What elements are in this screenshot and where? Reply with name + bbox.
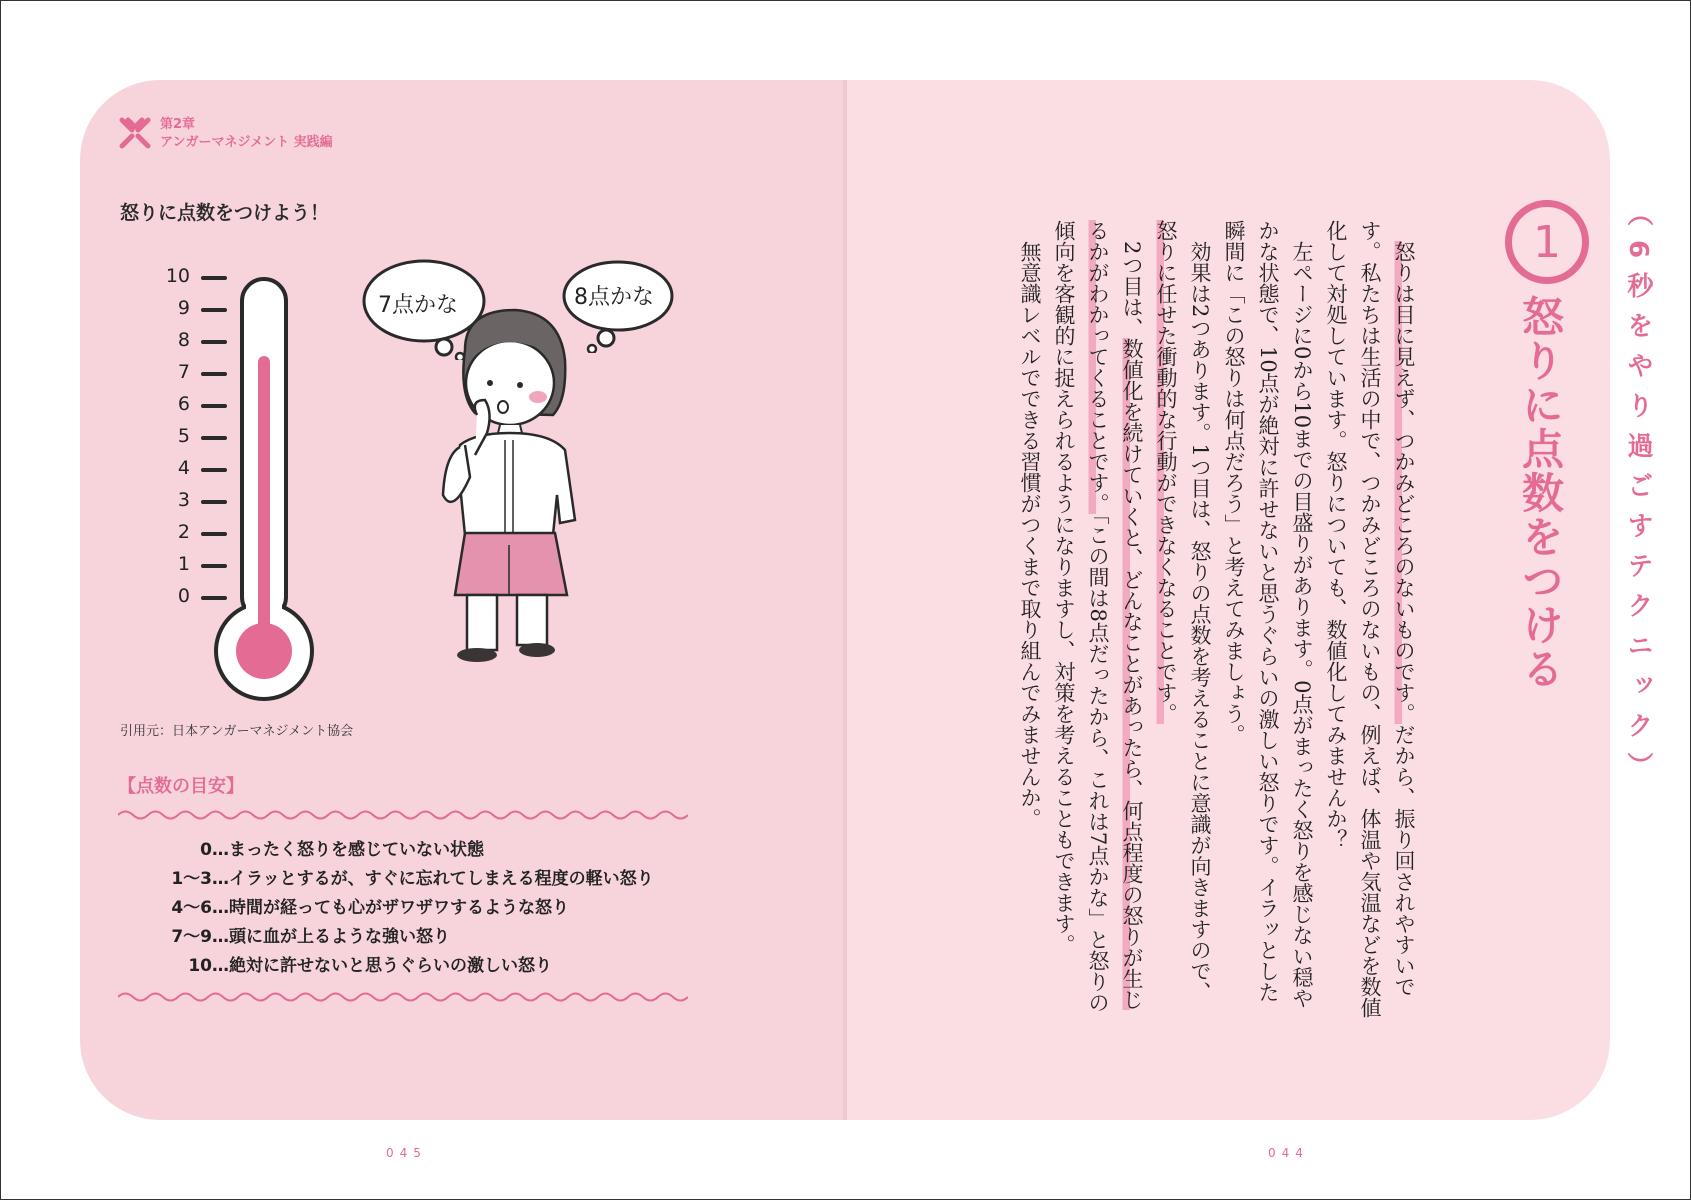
guide-range: 0 [200, 840, 212, 860]
paragraph [1047, 220, 1149, 1020]
paragraph [1013, 220, 1047, 1020]
paragraph-text: 無意識レベルでできる習慣がつくまで取り組んでみませんか。 [1018, 241, 1042, 829]
page-number-left: 045 [386, 1146, 427, 1160]
guide-row [118, 864, 718, 893]
paragraph-text: 2つ目は、 [1120, 241, 1144, 339]
citation: 引用元：日本アンガーマネジメント協会 [120, 724, 354, 739]
scale-label: 8 [177, 329, 190, 351]
guide-text: …絶対に許せないと思うぐらいの激しい怒り [212, 956, 552, 976]
guide-row [118, 835, 718, 864]
chapter-number: 第2章 [160, 117, 196, 132]
chapter-label [160, 116, 333, 152]
highlighted-text: 怒りに任せた衝動的な行動ができなくなることです。 [1154, 220, 1178, 724]
highlighted-text: 数値化を続けていくと、どんなことがあったら、何点程度の怒りが生じるかがわかってくることです。 [1086, 220, 1144, 1011]
woman-illustration [425, 305, 600, 705]
bubble-left-text: 7点かな [378, 293, 458, 318]
guide-range: 1〜3 [171, 869, 212, 889]
thermometer-fill [258, 356, 270, 635]
paragraph [1319, 220, 1421, 1020]
scale-label: 6 [177, 393, 190, 415]
guide-text: …時間が経っても心がザワザワするような怒り [212, 898, 569, 918]
scale-label: 4 [177, 457, 190, 479]
chapter-title: アンガーマネジメント 実践編 [160, 135, 333, 150]
page-number-right: 044 [1268, 1146, 1309, 1160]
section-number-badge: 1 [1505, 200, 1589, 284]
section-title: 怒りに点数をつける [1516, 295, 1565, 691]
scale-label: 9 [177, 297, 190, 319]
scale-label: 3 [177, 489, 190, 511]
paragraph [1217, 220, 1319, 1020]
guide-range: 10 [188, 956, 212, 976]
guide-list [118, 835, 718, 980]
thermometer-illustration [210, 275, 320, 705]
guide-row [118, 951, 718, 980]
scale-label: 5 [177, 425, 190, 447]
guide-box-title: 【点数の目安】 [118, 776, 244, 797]
guide-row [118, 893, 718, 922]
bubble-right-text: 8点かな [574, 285, 654, 310]
page-gutter [843, 80, 847, 1120]
guide-range: 7〜9 [171, 927, 212, 947]
scale-label: 1 [177, 553, 190, 575]
scale-label: 0 [177, 585, 190, 607]
guide-text: …イラッとするが、すぐに忘れてしまえる程度の軽い怒り [212, 869, 654, 889]
section-subtitle: （6秒をやり過ごすテクニック） [1623, 200, 1653, 793]
guide-text: …頭に血が上るような強い怒り [212, 927, 450, 947]
scale-label: 2 [177, 521, 190, 543]
left-heading: 怒りに点数をつけよう！ [120, 202, 330, 224]
chapter-cross-icon [118, 116, 152, 150]
guide-row [118, 922, 718, 951]
scale-label: 7 [177, 361, 190, 383]
guide-range: 4〜6 [171, 898, 212, 918]
paragraph [1149, 220, 1217, 1020]
thermometer-bulb [236, 623, 292, 679]
paragraph-text: だから、振り回されやすいです。私たちは生活の中で、つかみどころのないもの、例えば、体温や気温などを数値化して対処しています。怒りについても、数値化してみませんか？ [1324, 220, 1416, 1018]
body-text [1013, 220, 1421, 1020]
paragraph-text: 左ページに0から10までの目盛りがあります。0点がまったく怒りを感じない穏やかな状態で、10点が絶対に許せないと思うぐらいの激しい怒りです。イラッとした瞬間に「この怒りは何点だろう」と考えてみましょう。 [1222, 220, 1314, 1009]
guide-text: …まったく怒りを感じていない状態 [212, 840, 484, 860]
paragraph-text: 「この間は8点だったから、これは7点かな」と怒りの傾向を客観的に捉えられるようになりますし、対策を考えることもできます。 [1052, 220, 1110, 1014]
wave-divider-top [118, 808, 688, 822]
highlighted-text: 怒りは目に見えず、つかみどころのないものです。 [1392, 241, 1416, 724]
paragraph-text: 効果は2つあります。1つ目は、怒りの点数を考えることに意識が向きますので、 [1188, 241, 1212, 1003]
scale-label: 10 [165, 265, 190, 287]
wave-divider-bottom [118, 990, 688, 1004]
